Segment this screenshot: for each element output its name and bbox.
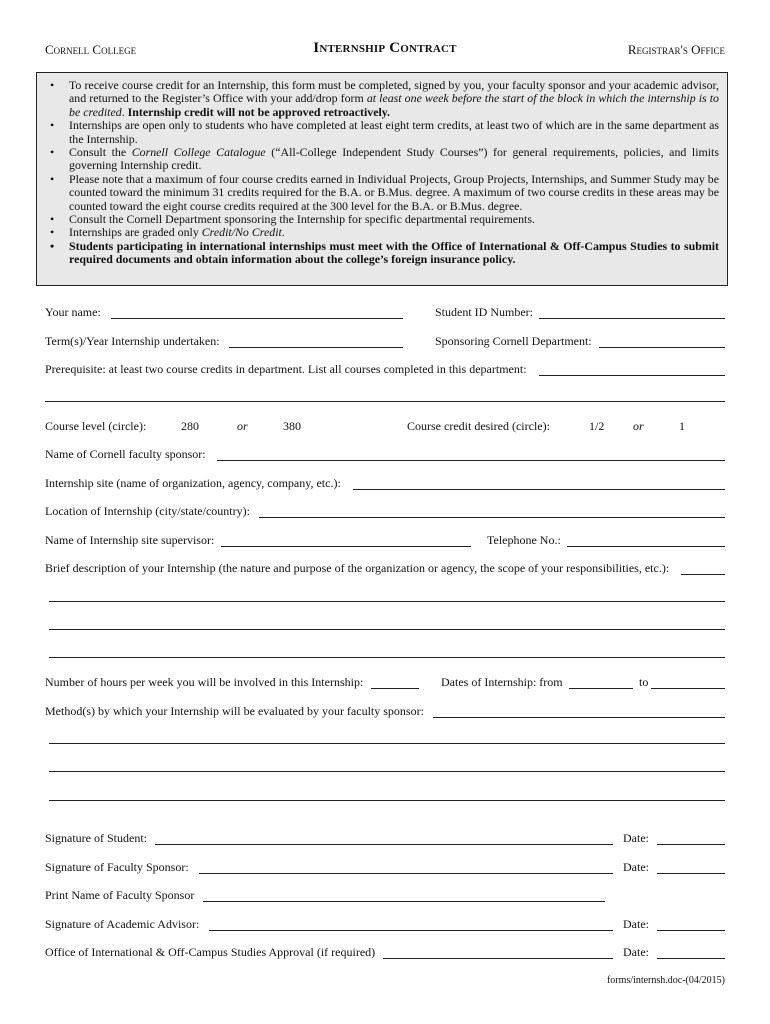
telephone-label: Telephone No.: bbox=[487, 533, 561, 547]
term-year-field[interactable] bbox=[229, 347, 403, 348]
student-signature-field[interactable] bbox=[155, 844, 613, 845]
level-280-option[interactable]: 280 bbox=[181, 419, 199, 433]
course-level-label: Course level (circle): bbox=[45, 419, 147, 433]
methods-field-line-3[interactable] bbox=[49, 771, 725, 772]
instruction-item bbox=[45, 226, 719, 239]
print-faculty-row bbox=[45, 887, 725, 903]
instruction-item: • Please note that a maximum of four course credits earned in Individual Projects, Group Projects, Internships, and Summer Study may be counted toward the minimum 31 credits required for the B.A. or B.Mus. degree. A maximum of two course credits in these areas may be counted toward the eight course credits required at the 300 level for the B.A. or B.Mus. degree. bbox=[45, 173, 719, 213]
instruction-item bbox=[45, 79, 719, 119]
supervisor-field[interactable] bbox=[221, 546, 471, 547]
course-level-row bbox=[45, 418, 725, 434]
instruction-text: To receive course credit for an Internship, this form must be completed, signed by you, your faculty sponsor and your academic advisor, and returned to the Register’s Office with your add/drop form bbox=[69, 78, 719, 106]
instruction-item: • Internships are open only to students who have completed at least eight term credits, at least two of which are in the same department as the Internship. bbox=[45, 119, 719, 146]
instructions-list bbox=[45, 79, 719, 267]
advisor-date-field[interactable] bbox=[657, 930, 725, 931]
level-or-text: or bbox=[237, 419, 248, 433]
your-name-label: Your name: bbox=[45, 305, 101, 319]
faculty-sponsor-row bbox=[45, 446, 725, 462]
term-year-label: Term(s)/Year Internship undertaken: bbox=[45, 334, 220, 348]
methods-label: Method(s) by which your Internship will be evaluated by your faculty sponsor: bbox=[45, 704, 424, 718]
hours-label: Number of hours per week you will be involved in this Internship: bbox=[45, 675, 364, 689]
instruction-emphasis: at least one week before the start of the block in which the internship is to be credited bbox=[69, 91, 720, 119]
print-faculty-field[interactable] bbox=[203, 901, 605, 902]
advisor-signature-field[interactable] bbox=[209, 930, 613, 931]
instruction-text: . bbox=[121, 104, 128, 119]
college-name: Cornell College bbox=[45, 42, 137, 57]
your-name-field[interactable] bbox=[111, 318, 403, 319]
instruction-strong: Internship credit will not be approved retroactively. bbox=[127, 104, 391, 119]
prerequisite-label: Prerequisite: at least two course credits in department. List all courses completed in this department: bbox=[45, 362, 527, 376]
faculty-signature-label: Signature of Faculty Sponsor: bbox=[45, 860, 189, 874]
date-label: Date: bbox=[623, 945, 649, 959]
dates-to-label: to bbox=[639, 675, 649, 689]
term-row bbox=[45, 333, 725, 349]
prerequisite-field-line-2[interactable] bbox=[45, 401, 725, 402]
credit-half-option[interactable]: 1/2 bbox=[589, 419, 605, 433]
description-field-line-4[interactable] bbox=[49, 657, 725, 658]
location-label: Location of Internship (city/state/country): bbox=[45, 504, 250, 518]
faculty-sponsor-label: Name of Cornell faculty sponsor: bbox=[45, 447, 206, 461]
instruction-item bbox=[45, 146, 719, 173]
student-date-field[interactable] bbox=[657, 844, 725, 845]
student-id-field[interactable] bbox=[539, 318, 725, 319]
sponsoring-dept-label: Sponsoring Cornell Department: bbox=[435, 334, 592, 348]
supervisor-row bbox=[45, 532, 725, 548]
dates-to-field[interactable] bbox=[651, 688, 725, 689]
faculty-date-field[interactable] bbox=[657, 873, 725, 874]
page-title: Internship Contract bbox=[313, 40, 457, 56]
site-row bbox=[45, 475, 725, 491]
dates-from-field[interactable] bbox=[569, 688, 633, 689]
instruction-text: . bbox=[281, 225, 285, 240]
telephone-field[interactable] bbox=[567, 546, 725, 547]
student-id-label: Student ID Number: bbox=[435, 305, 533, 319]
name-row bbox=[45, 304, 725, 320]
description-field[interactable] bbox=[681, 574, 725, 575]
prerequisite-field[interactable] bbox=[539, 375, 725, 376]
office-date-field[interactable] bbox=[657, 958, 725, 959]
sponsoring-dept-field[interactable] bbox=[599, 347, 725, 348]
hours-row bbox=[45, 674, 725, 690]
form-id-footer: forms/internsh.doc-(04/2015) bbox=[606, 975, 725, 986]
page-header bbox=[45, 40, 725, 60]
description-label: Brief description of your Internship (the nature and purpose of the organization or agency, the scope of your responsibilities, etc.): bbox=[45, 561, 670, 575]
advisor-signature-label: Signature of Academic Advisor: bbox=[45, 917, 200, 931]
dates-from-label: Dates of Internship: from bbox=[441, 675, 563, 689]
methods-field-line-4[interactable] bbox=[49, 800, 725, 801]
supervisor-label: Name of Internship site supervisor: bbox=[45, 533, 215, 547]
advisor-signature-row bbox=[45, 916, 725, 932]
prerequisite-continued-row bbox=[45, 387, 725, 403]
level-380-option[interactable]: 380 bbox=[283, 419, 301, 433]
faculty-signature-row bbox=[45, 859, 725, 875]
faculty-signature-field[interactable] bbox=[199, 873, 613, 874]
methods-field[interactable] bbox=[433, 717, 725, 718]
grading-mode: Credit/No Credit bbox=[201, 225, 282, 240]
credit-desired-label: Course credit desired (circle): bbox=[407, 419, 550, 433]
methods-line-row bbox=[45, 757, 725, 773]
hours-field[interactable] bbox=[371, 688, 419, 689]
office-approval-row bbox=[45, 944, 725, 960]
description-field-line-3[interactable] bbox=[49, 629, 725, 630]
description-field-line-2[interactable] bbox=[49, 601, 725, 602]
instructions-box bbox=[36, 72, 728, 286]
methods-line-row bbox=[45, 729, 725, 745]
description-line-row bbox=[45, 643, 725, 659]
instruction-text: Internships are graded only bbox=[69, 225, 202, 240]
internship-site-field[interactable] bbox=[353, 489, 725, 490]
credit-one-option[interactable]: 1 bbox=[679, 419, 685, 433]
instruction-item-international: • Students participating in international internships must meet with the Office of International & Off-Campus Studies to submit required documents and obtain information about the college’s foreign insurance policy. bbox=[45, 240, 719, 267]
student-signature-label: Signature of Student: bbox=[45, 831, 147, 845]
description-line-row bbox=[45, 587, 725, 603]
date-label: Date: bbox=[623, 917, 649, 931]
print-faculty-label: Print Name of Faculty Sponsor bbox=[45, 888, 195, 902]
student-signature-row bbox=[45, 830, 725, 846]
methods-line-row bbox=[45, 786, 725, 802]
prerequisite-row bbox=[45, 361, 725, 377]
location-field[interactable] bbox=[259, 517, 725, 518]
description-line-row bbox=[45, 615, 725, 631]
faculty-sponsor-field[interactable] bbox=[217, 460, 725, 461]
office-approval-field[interactable] bbox=[383, 958, 613, 959]
instruction-text: (“All-College Independent Study Courses”) for general requirements, policies, and limits governing Internship credit. bbox=[69, 145, 719, 173]
credit-or-text: or bbox=[633, 419, 644, 433]
date-label: Date: bbox=[623, 831, 649, 845]
location-row bbox=[45, 503, 725, 519]
instruction-item: • Consult the Cornell Department sponsoring the Internship for specific departmental requirements. bbox=[45, 213, 719, 226]
methods-row bbox=[45, 703, 725, 719]
date-label: Date: bbox=[623, 860, 649, 874]
methods-field-line-2[interactable] bbox=[49, 743, 725, 744]
internship-site-label: Internship site (name of organization, agency, company, etc.): bbox=[45, 476, 341, 490]
catalogue-title: Cornell College Catalogue bbox=[131, 145, 266, 160]
office-approval-label: Office of International & Off-Campus Studies Approval (if required) bbox=[45, 945, 376, 959]
description-row bbox=[45, 560, 725, 576]
office-name: Registrar's Office bbox=[627, 42, 725, 57]
instruction-text: Consult the bbox=[69, 145, 132, 160]
